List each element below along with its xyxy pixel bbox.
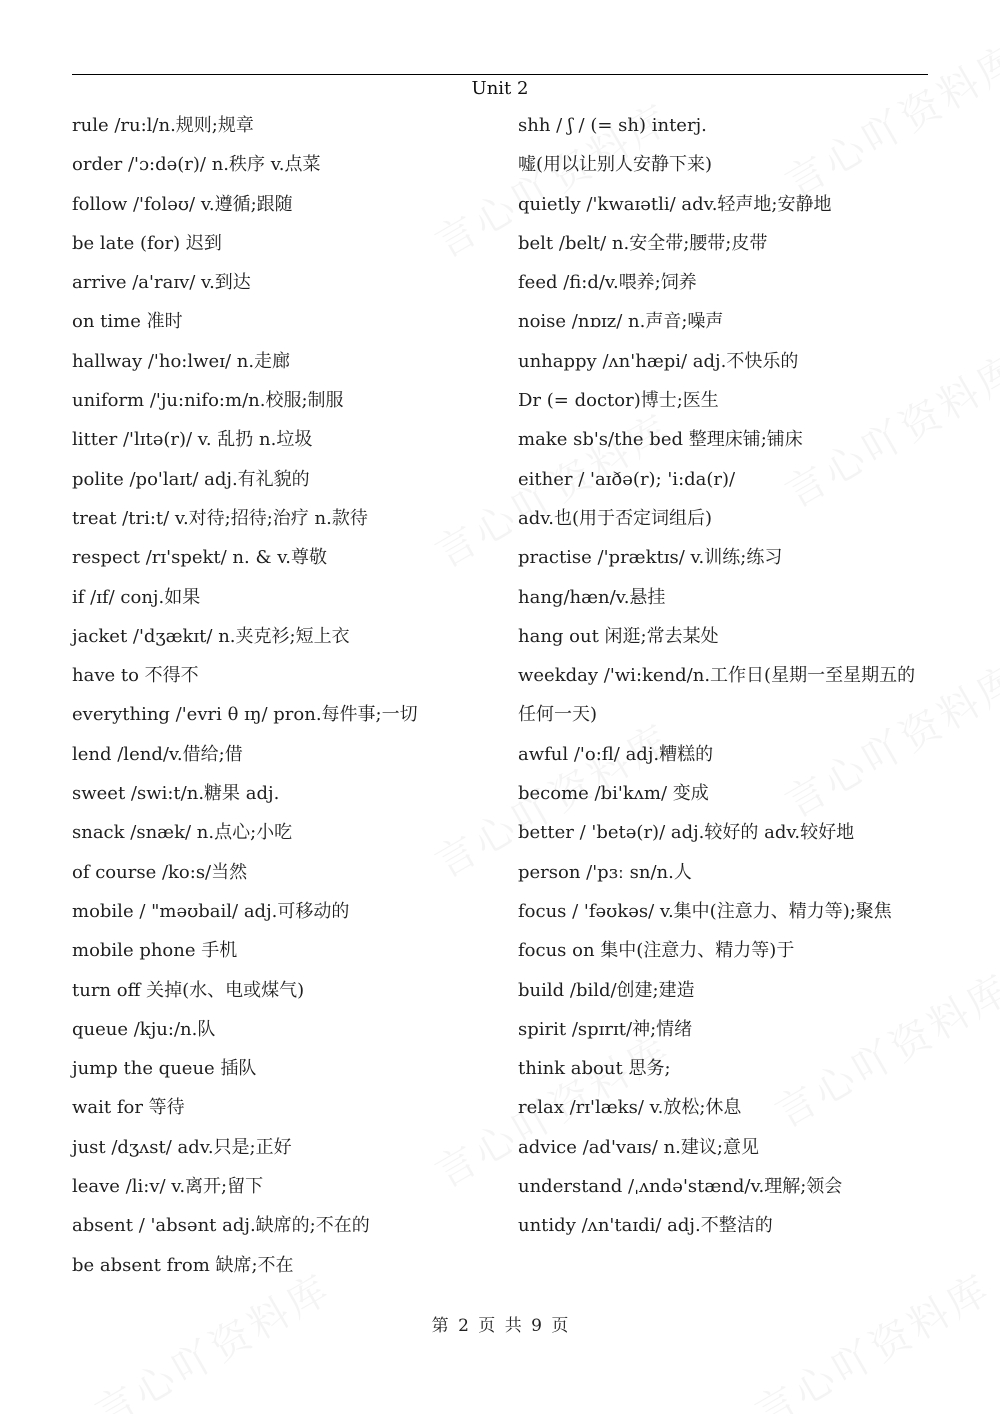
vocab-entry: litter /'lɪtə(r)/ v. 乱扔 n.垃圾 [72,429,313,451]
vocab-entry: unhappy /ʌn'hæpi/ adj.不快乐的 [518,350,799,372]
vocab-entry: Dr (= doctor)博士;医生 [518,390,719,412]
vocab-entry: belt /belt/ n.安全带;腰带;皮带 [518,232,768,254]
vocab-entry: spirit /spɪrɪt/神;情绪 [518,1018,693,1040]
vocab-entry: think about 思务; [518,1058,671,1080]
vocab-entry: snack /snæk/ n.点心;小吃 [72,822,293,844]
vocab-entry: sweet /swi:t/n.糖果 adj. [72,783,280,805]
vocab-entry: lend /lend/v.借给;借 [72,743,243,765]
vocab-entry: 任何一天) [518,704,598,726]
vocab-entry: order /'ɔ:də(r)/ n.秩序 v.点菜 [72,154,321,176]
vocab-entry: turn off 关掉(水、电或煤气) [72,979,305,1001]
vocab-entry: leave /li:v/ v.离开;留下 [72,1176,264,1198]
vocab-entry: queue /kju:/n.队 [72,1018,216,1040]
vocab-entry: focus / 'fəʊkəs/ v.集中(注意力、精力等);聚焦 [518,900,892,922]
vocab-entry: mobile phone 手机 [72,940,238,962]
vocab-entry: build /bild/创建;建造 [518,979,695,1001]
vocab-entry: feed /fi:d/v.喂养;饲养 [518,272,697,294]
header-rule [72,74,928,75]
vocab-entry: untidy /ʌn'taɪdi/ adj.不整洁的 [518,1215,773,1237]
vocab-entry: advice /ad'vaɪs/ n.建议;意见 [518,1136,759,1158]
vocab-entry: treat /tri:t/ v.对待;招待;治疗 n.款待 [72,507,368,529]
vocab-entry: absent / 'absənt adj.缺席的;不在的 [72,1215,370,1237]
vocab-entry: better / 'betə(r)/ adj.较好的 adv.较好地 [518,822,855,844]
vocab-entry: polite /po'laɪt/ adj.有礼貌的 [72,468,310,490]
vocab-entry: just /dʒʌst/ adv.只是;正好 [72,1136,292,1158]
vocab-entry: hallway /'ho:lweɪ/ n.走廊 [72,350,291,372]
vocab-entry: mobile / "məʊbail/ adj.可移动的 [72,900,350,922]
vocab-entry: shh / ʃ / (= sh) interj. [518,115,707,136]
vocab-entry: relax /rɪ'læks/ v.放松;休息 [518,1097,742,1119]
vocab-entry: on time 准时 [72,311,183,333]
vocab-entry: wait for 等待 [72,1097,185,1119]
vocab-entry: jacket /'dʒækɪt/ n.夹克衫;短上衣 [72,625,350,647]
vocab-entry: jump the queue 插队 [72,1058,257,1080]
vocab-entry: awful /'o:fl/ adj.糟糕的 [518,743,714,765]
left-vocab-column [72,106,492,1285]
vocab-entry: hang/hæn/v.悬挂 [518,586,666,608]
vocab-entry: understand /ˌʌndə'stænd/v.理解;领会 [518,1176,843,1198]
vocab-entry: rule /ru:l/n.规则;规章 [72,115,254,136]
vocab-entry: arrive /a'raɪv/ v.到达 [72,272,251,294]
vocab-entry: be late (for) 迟到 [72,232,222,254]
vocab-entry: noise /nɒɪz/ n.声音;噪声 [518,311,724,333]
vocab-entry: become /bi'kʌm/ 变成 [518,783,709,805]
vocab-entry: make sb's/the bed 整理床铺;铺床 [518,429,803,451]
vocab-entry: respect /rɪ'spekt/ n. & v.尊敬 [72,547,327,569]
vocab-entry: everything /'evri θ ɪŋ/ pron.每件事;一切 [72,704,418,726]
page-title: Unit 2 [471,78,529,99]
vocab-entry: either / 'aɪðə(r); 'i:da(r)/ [518,468,736,490]
page-number: 第 2 页 共 9 页 [431,1316,569,1336]
vocab-entry: have to 不得不 [72,665,199,687]
vocab-entry: 嘘(用以让别人安静下来) [518,154,713,176]
vocab-entry: of course /ko:s/当然 [72,861,248,883]
vocab-entry: adv.也(用于否定词组后) [518,507,713,529]
vocab-entry: follow /'foləʊ/ v.遵循;跟随 [72,193,293,215]
vocab-entry: practise /'præktɪs/ v.训练;练习 [518,547,783,569]
vocab-entry: be absent from 缺席;不在 [72,1254,294,1276]
vocab-entry: weekday /'wi:kend/n.工作日(星期一至星期五的 [518,665,916,687]
vocab-entry: uniform /'ju:nifo:m/n.校服;制服 [72,390,344,412]
vocab-entry: if /ɪf/ conj.如果 [72,586,201,608]
right-vocab-column [518,106,938,1246]
vocab-entry: focus on 集中(注意力、精力等)于 [518,940,795,962]
vocab-entry: quietly /'kwaɪətli/ adv.轻声地;安静地 [518,193,832,215]
vocab-entry: hang out 闲逛;常去某处 [518,625,719,647]
vocab-entry: person /'pɜː sn/n.人 [518,861,692,883]
